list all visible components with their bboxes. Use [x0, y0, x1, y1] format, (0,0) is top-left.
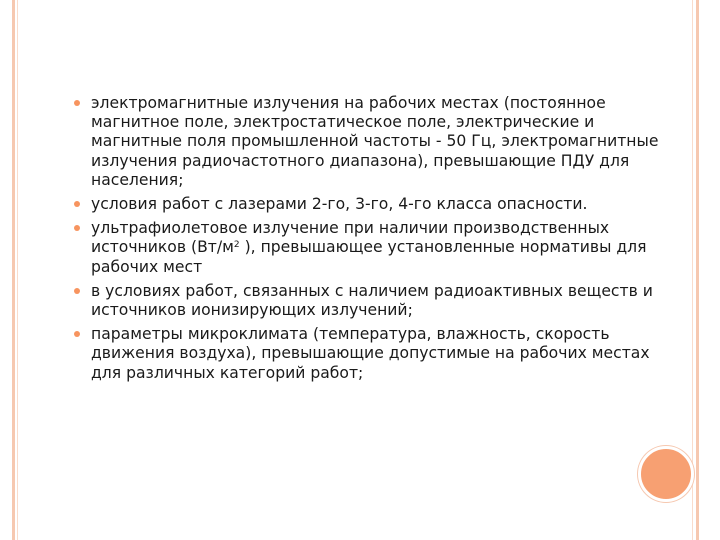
bullet-item — [74, 195, 674, 214]
bullet-list — [74, 94, 674, 383]
bullet-dot-icon — [74, 201, 80, 207]
frame-right-line — [696, 0, 699, 540]
bullet-dot-icon — [74, 288, 80, 294]
bullet-dot-icon — [74, 100, 80, 106]
frame-left-line — [12, 0, 15, 540]
bullet-item — [74, 219, 674, 277]
bullet-text: в условиях работ, связанных с наличием радиоактивных веществ и источников ионизирующих излучений; — [91, 281, 653, 320]
bullet-item — [74, 94, 674, 190]
frame-left-thin-line — [17, 0, 18, 540]
decorative-circle-icon — [638, 446, 694, 502]
bullet-dot-icon — [74, 331, 80, 337]
bullet-text-end: ), превышающее установленные нормативы для рабочих мест — [91, 238, 647, 276]
bullet-dot-icon — [74, 225, 80, 231]
superscript-2: 2 — [233, 240, 240, 251]
bullet-text: условия работ с лазерами 2-го, 3-го, 4-го класса опасности. — [91, 195, 588, 214]
bullet-text-start: ультрафиолетовое излучение при наличии производственных источников (Вт/м — [91, 219, 610, 257]
bullet-item — [74, 282, 674, 320]
bullet-text: электромагнитные излучения на рабочих местах (постоянное магнитное поле, электростатическое поле, электрические и магнитные поля промышленной частоты - 50 Гц, электромагнитные излучения радиочастотного диапазона), превышающие ПДУ для населения; — [91, 94, 659, 189]
bullet-item — [74, 325, 674, 383]
bullet-text: параметры микроклимата (температура, влажность, скорость движения воздуха), превышающие допустимые на рабочих местах для различных категорий работ; — [91, 325, 650, 382]
frame-right-thin-line — [692, 0, 693, 540]
slide-content — [74, 94, 674, 388]
